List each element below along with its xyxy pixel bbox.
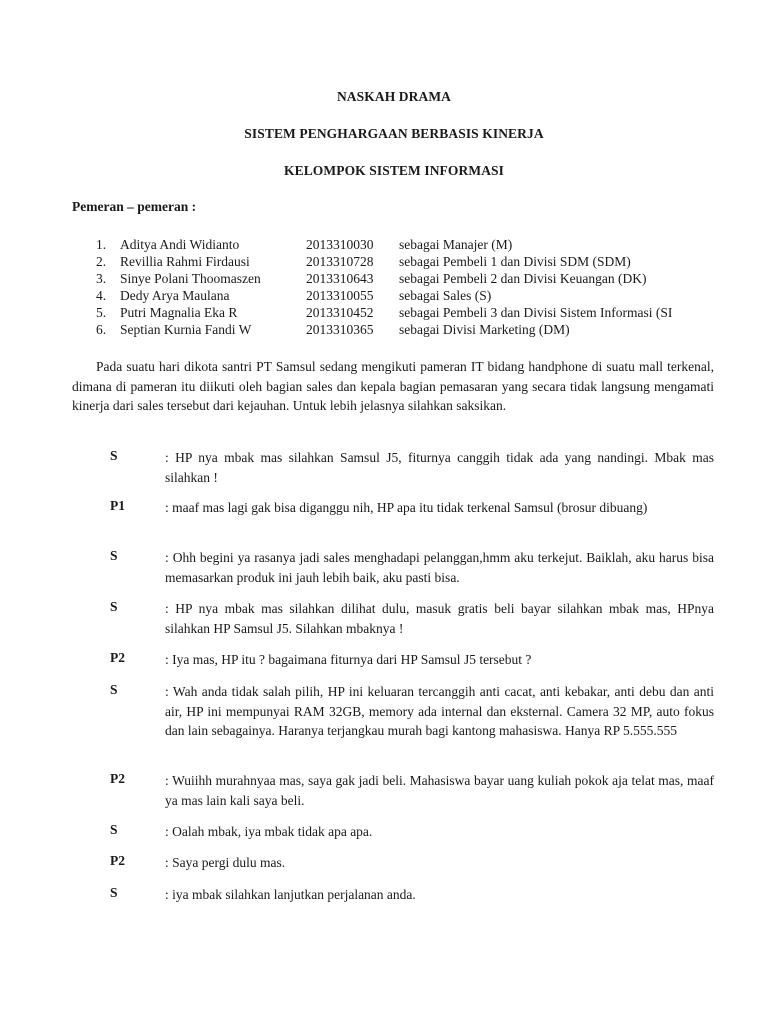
dialogue-text: : Wah anda tidak salah pilih, HP ini keluaran tercanggih anti cacat, anti kebakar, anti debu dan anti air, HP ini mempunyai RAM 32GB, memory ada internal dan eksternal. Camera 32 MP, auto fokus dan lain sebagainya. Haranya terjangkau murah bagi kantong mahasiswa. Hanya RP 5.555.555 [165,684,714,738]
cast-number: 6. [96,322,107,337]
cast-student-id: 2013310030 [306,237,374,252]
cast-name: Sinye Polani Thoomaszen [120,271,261,286]
dialogue-text: : Oalah mbak, iya mbak tidak apa apa. [165,824,373,839]
cast-student-id: 2013310643 [306,271,374,286]
intro-paragraph: Pada suatu hari dikota santri PT Samsul sedang mengikuti pameran IT bidang handphone di suatu mall terkenal, dimana di pameran itu diikuti oleh bagian sales dan kepala bagian pemasaran yang secara tidak langsung mengamati kinerja dari sales tersebut dari kejauhan. Untuk lebih jelasnya silahkan saksikan. [72,359,714,413]
cast-student-id: 2013310055 [306,288,374,303]
speaker-tag: S [110,885,118,900]
document-subtitle: SISTEM PENGHARGAAN BERBASIS KINERJA [244,126,544,141]
speaker-tag: S [110,448,118,463]
dialogue-text: : Iya mas, HP itu ? bagaimana fiturnya dari HP Samsul J5 tersebut ? [165,652,532,667]
dialogue-text: : Wuiihh murahnyaa mas, saya gak jadi beli. Mahasiswa bayar uang kuliah pokok aja telat mas, maaf ya mas lain kali saya beli. [165,773,714,808]
cast-role: sebagai Pembeli 3 dan Divisi Sistem Informasi (SI [399,305,673,320]
speaker-tag: S [110,682,118,697]
dialogue-text: : maaf mas lagi gak bisa diganggu nih, HP apa itu tidak terkenal Samsul (brosur dibuang) [165,500,648,515]
speaker-tag: P2 [110,650,125,665]
cast-number: 2. [96,254,107,269]
cast-number: 5. [96,305,107,320]
cast-role: sebagai Manajer (M) [399,237,513,252]
cast-role: sebagai Pembeli 2 dan Divisi Keuangan (DK) [399,271,647,286]
cast-number: 1. [96,237,107,252]
speaker-tag: P1 [110,498,125,513]
cast-number: 4. [96,288,107,303]
dialogue-text: : HP nya mbak mas silahkan dilihat dulu, masuk gratis beli bayar silahkan mbak mas, HPnya silahkan HP Samsul J5. Silahkan mbaknya ! [165,601,714,636]
cast-student-id: 2013310365 [306,322,374,337]
speaker-tag: S [110,822,118,837]
cast-role: sebagai Sales (S) [399,288,492,303]
speaker-tag: P2 [110,853,125,868]
cast-name: Dedy Arya Maulana [120,288,230,303]
cast-name: Aditya Andi Widianto [120,237,240,252]
cast-heading: Pemeran – pemeran : [72,199,197,214]
dialogue-text: : iya mbak silahkan lanjutkan perjalanan anda. [165,887,416,902]
cast-name: Revillia Rahmi Firdausi [120,254,250,269]
speaker-tag: S [110,599,118,614]
cast-name: Putri Magnalia Eka R [120,305,238,320]
dialogue-text: : Ohh begini ya rasanya jadi sales menghadapi pelanggan,hmm aku terkejut. Baiklah, aku harus bisa memasarkan produk ini jauh lebih baik, aku pasti bisa. [165,550,714,585]
cast-number: 3. [96,271,107,286]
dialogue-text: : Saya pergi dulu mas. [165,855,286,870]
speaker-tag: S [110,548,118,563]
cast-student-id: 2013310728 [306,254,374,269]
cast-role: sebagai Divisi Marketing (DM) [399,322,570,337]
document-title: NASKAH DRAMA [336,89,452,104]
speaker-tag: P2 [110,771,125,786]
group-title: KELOMPOK SISTEM INFORMASI [283,163,505,178]
cast-student-id: 2013310452 [306,305,374,320]
cast-name: Septian Kurnia Fandi W [120,322,252,337]
cast-role: sebagai Pembeli 1 dan Divisi SDM (SDM) [399,254,631,269]
dialogue-text: : HP nya mbak mas silahkan Samsul J5, fiturnya canggih tidak ada yang nandingi. Mbak mas silahkan ! [165,450,714,485]
